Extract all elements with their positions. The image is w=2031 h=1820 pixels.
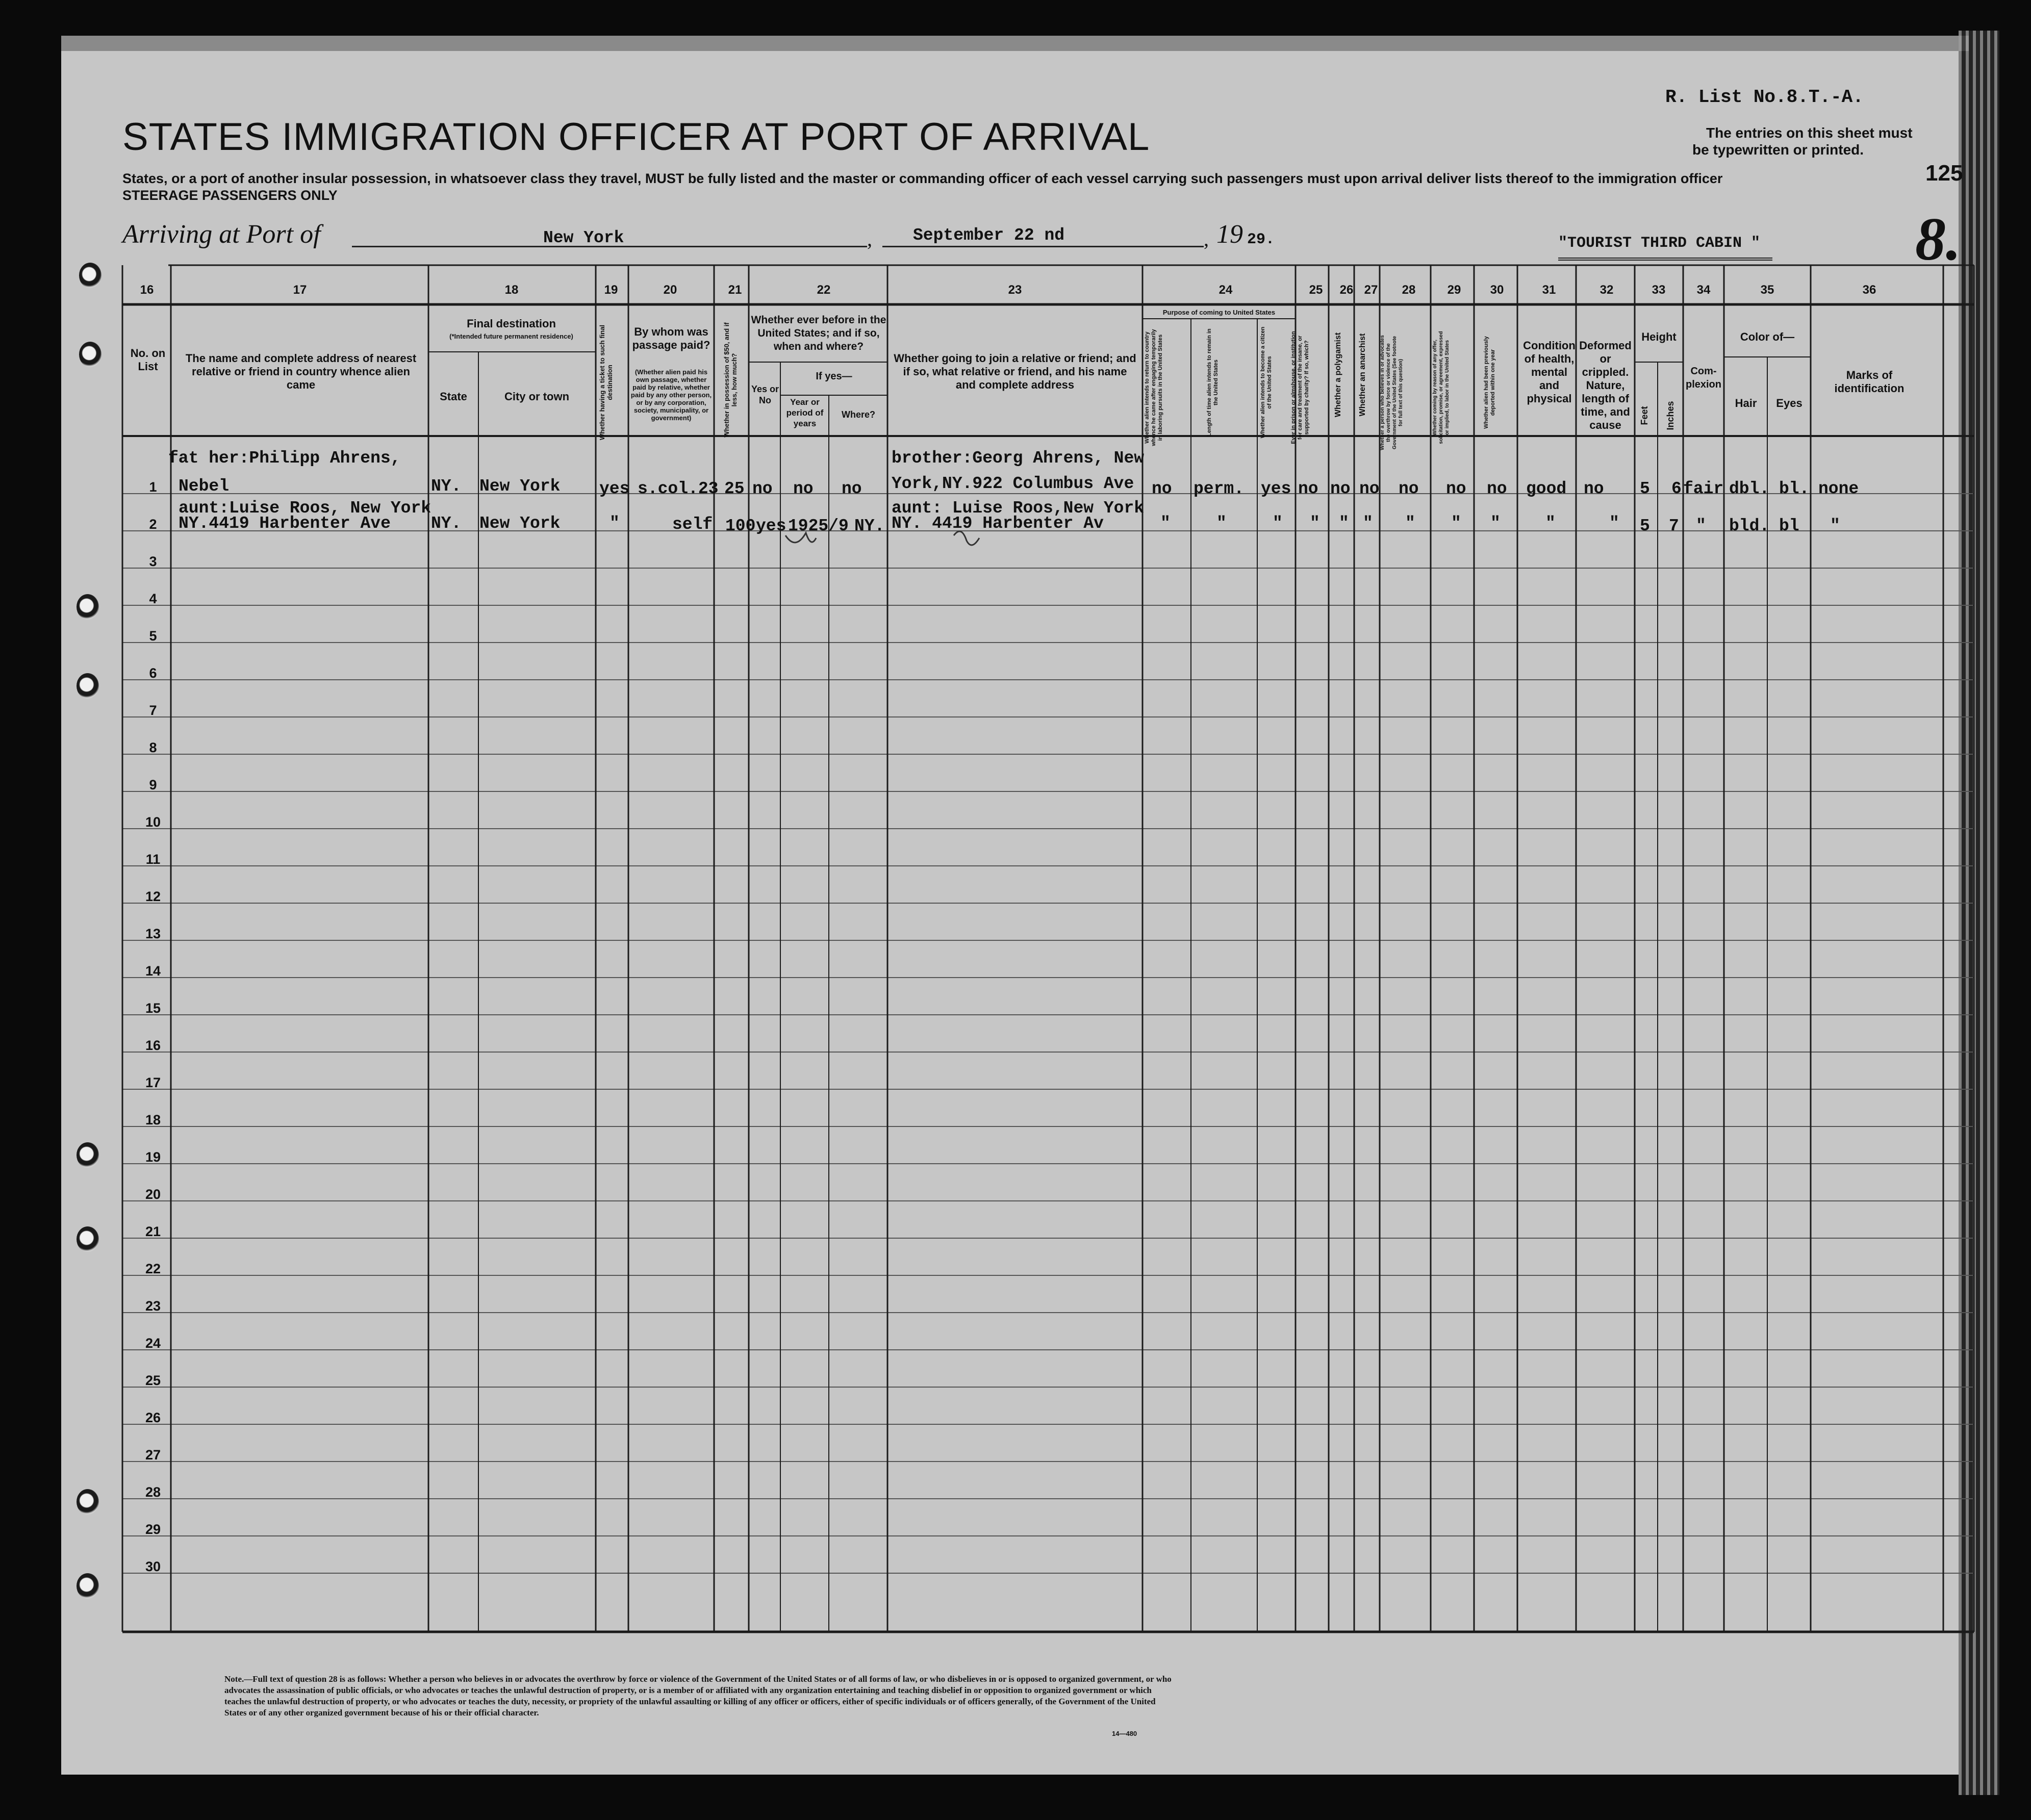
row-number: 14	[145, 963, 161, 979]
entry-marks: "	[1830, 517, 1840, 535]
row-number: 12	[145, 889, 161, 904]
header-q28: Whether a person who believes in or advocates the overthrow by force or violence of the Government of the United States (See footnote for full text of this question)	[1380, 335, 1404, 450]
header-inches: Inches	[1665, 401, 1675, 430]
date-underline	[882, 246, 1204, 247]
entry-before: yes	[756, 517, 786, 535]
header-purpose-return: Whether alien intends to return to country whence he came after engaging temporarily in laboring pursuits in the United States	[1144, 329, 1163, 446]
entry-polygamist: no	[1330, 479, 1351, 498]
entry-polygamist: "	[1339, 514, 1349, 533]
entry-hair: dbl.	[1729, 479, 1770, 498]
entry-eyes: bl.	[1779, 479, 1810, 498]
year-prefix: 19	[1216, 220, 1243, 249]
header-joining: Whether going to join a relative or friend; and if so, what relative or friend, and his name and complete address	[894, 352, 1136, 391]
header-state: State	[440, 390, 467, 403]
entry-anarchist: no	[1359, 479, 1380, 498]
entry-passage: self	[672, 515, 713, 534]
entry-prison: "	[1310, 514, 1320, 533]
entry-q28: no	[1399, 479, 1419, 498]
header-marks: Marks of identification	[1834, 369, 1905, 395]
entry-length: perm.	[1194, 479, 1245, 498]
header-relative-home: The name and complete address of nearest relative or friend in country whence alien came	[185, 352, 417, 391]
header-hair: Hair	[1735, 397, 1757, 409]
entry-relative: fat her:Philipp Ahrens,	[168, 449, 401, 468]
row-number: 26	[145, 1410, 161, 1425]
sheet-number: 8.	[1915, 205, 1961, 273]
entry-joining: NY. 4419 Harbenter Av	[892, 514, 1104, 533]
steerage-label: STEERAGE PASSENGERS ONLY	[122, 188, 338, 203]
entry-length: "	[1216, 514, 1227, 533]
entry-city: New York	[479, 477, 561, 496]
row-number: 7	[149, 703, 157, 718]
row-number: 21	[145, 1224, 161, 1239]
column-number: 20	[663, 283, 677, 297]
comma-separator: ,	[867, 227, 872, 250]
column-number: 21	[728, 283, 742, 297]
handwritten-scribble	[954, 531, 979, 545]
header-passage: By whom was passage paid?	[632, 325, 710, 351]
entry-before-year: no	[793, 479, 814, 498]
list-number: R. List No.8.T.-A.	[1665, 87, 1864, 108]
instruction-line: States, or a port of another insular possession, in whatsoever class they travel, MUST be fully listed and the master or commanding officer of each vessel carrying such passengers must upon arrival deliver lists thereof to the immigration officer	[122, 171, 1723, 186]
header-money: Whether in possession of $50, and if less, how much?	[723, 322, 738, 438]
header-deformed: Deformed or crippled. Nature, length of time, and cause	[1579, 339, 1632, 431]
entry-anarchist: "	[1363, 514, 1373, 533]
port-value: New York	[543, 228, 624, 247]
column-number: 33	[1652, 283, 1666, 297]
entry-eyes: bl	[1779, 517, 1799, 535]
row-number: 27	[145, 1447, 161, 1463]
header-eyes: Eyes	[1776, 397, 1802, 409]
entries-note-line2: be typewritten or printed.	[1692, 142, 1864, 158]
column-number: 30	[1490, 283, 1504, 297]
entry-return: "	[1160, 514, 1171, 533]
row-number: 9	[149, 777, 157, 792]
header-color-of: Color of—	[1740, 330, 1795, 343]
entry-ticket: "	[610, 514, 620, 533]
row-number: 24	[145, 1336, 161, 1351]
entry-relative: NY.4419 Harbenter Ave	[179, 514, 391, 533]
entry-before-where: no	[842, 479, 862, 498]
entry-deformed: no	[1584, 479, 1604, 498]
entry-health: "	[1545, 514, 1556, 533]
header-no-on-list: No. on List	[130, 347, 166, 373]
arrival-date: September 22 nd	[913, 226, 1065, 245]
entry-state: NY.	[431, 477, 462, 496]
header-ticket: Whether having a ticket to such final destination	[598, 324, 614, 441]
header-final-destination: Final destination	[467, 317, 556, 330]
column-number: 22	[817, 283, 831, 297]
entry-q29: no	[1446, 479, 1466, 498]
column-number: 29	[1447, 283, 1461, 297]
column-number: 34	[1696, 283, 1711, 297]
entry-prison: no	[1298, 479, 1318, 498]
entry-complexion: "	[1696, 517, 1706, 535]
entry-feet: 5	[1640, 517, 1650, 535]
entry-return: no	[1152, 479, 1172, 498]
entry-money: 100	[725, 517, 756, 535]
entry-relative: aunt:Luise Roos, New York	[179, 499, 431, 518]
row-number: 5	[149, 628, 157, 644]
entries-note-line1: The entries on this sheet must	[1706, 125, 1913, 141]
header-purpose-citizen: Whether alien intends to become a citizen of the United States	[1260, 326, 1273, 439]
row-number: 20	[145, 1187, 161, 1202]
entry-joining: York,NY.922 Columbus Ave	[892, 474, 1134, 493]
row-number: 17	[145, 1075, 161, 1090]
row-number: 1	[149, 479, 157, 495]
page-number: 125	[1925, 161, 1963, 186]
entry-relative: Nebel	[179, 477, 230, 496]
column-number: 24	[1218, 283, 1233, 297]
header-purpose-length: Length of time alien intends to remain in the United States	[1206, 328, 1219, 437]
entry-q30: no	[1487, 479, 1507, 498]
entry-q29: "	[1451, 514, 1461, 533]
column-number: 23	[1008, 283, 1022, 297]
column-number: 26	[1339, 283, 1354, 297]
entry-before-where: NY.	[854, 517, 885, 535]
header-feet: Feet	[1639, 406, 1649, 425]
column-number: 25	[1309, 283, 1323, 297]
form-code: 14—480	[1112, 1730, 1137, 1737]
entry-inches: 7	[1669, 517, 1679, 535]
row-number: 4	[149, 591, 157, 606]
row-number: 3	[149, 554, 157, 569]
year-suffix: 29.	[1247, 231, 1275, 248]
entry-inches: 6	[1671, 479, 1682, 498]
entry-citizen: yes	[1261, 479, 1291, 498]
header-q30: Whether alien had been previously deported within one year	[1483, 336, 1496, 429]
entry-before: no	[752, 479, 773, 498]
row-number: 29	[145, 1522, 161, 1537]
row-number: 8	[149, 740, 157, 755]
column-number: 18	[504, 283, 519, 297]
header-if-yes: If yes—	[816, 371, 852, 382]
header-before-us: Whether ever before in the United States; and if so, when and where?	[751, 314, 886, 352]
entry-q30: "	[1490, 514, 1501, 533]
row-number: 6	[149, 665, 157, 681]
row-number: 19	[145, 1149, 161, 1165]
header-city: City or town	[504, 390, 570, 403]
row-number: 23	[145, 1298, 161, 1314]
header-purpose: Purpose of coming to United States	[1162, 309, 1276, 316]
arriving-label: Arriving at Port of	[122, 220, 321, 249]
header-yes-no: Yes or No	[751, 384, 779, 405]
column-number: 19	[604, 283, 618, 297]
row-number: 2	[149, 517, 157, 532]
column-number: 36	[1862, 283, 1876, 297]
entry-joining: aunt: Luise Roos,New York	[892, 499, 1145, 518]
row-number: 10	[145, 814, 161, 830]
entry-feet: 5	[1640, 479, 1650, 498]
entry-city: New York	[479, 514, 561, 533]
column-number: 28	[1402, 283, 1416, 297]
cabin-underline	[1558, 258, 1772, 261]
header-polygamist: Whether a polygamist	[1334, 332, 1342, 418]
row-number: 18	[145, 1112, 161, 1127]
comma-separator: ,	[1204, 227, 1209, 250]
header-where: Where?	[841, 409, 875, 420]
header-anarchist: Whether an anarchist	[1358, 333, 1367, 417]
entry-q28: "	[1405, 514, 1415, 533]
row-number: 15	[145, 1001, 161, 1016]
entry-hair: bld.	[1729, 517, 1770, 535]
entry-citizen: "	[1273, 514, 1283, 533]
column-number: 31	[1542, 283, 1556, 297]
entry-joining: brother:Georg Ahrens, New	[892, 449, 1145, 468]
entry-passage: s.col.23	[638, 479, 719, 498]
entry-state: NY.	[431, 514, 462, 533]
header-height: Height	[1641, 330, 1677, 343]
entry-deformed: "	[1609, 514, 1619, 533]
header-passage-note: (Whether alien paid his own passage, whether paid by relative, whether paid by any other person, or by any corporation, society, municipality, or government)	[630, 368, 712, 422]
column-number: 16	[140, 283, 154, 297]
entry-marks: none	[1818, 479, 1859, 498]
row-number: 30	[145, 1559, 161, 1574]
entry-money: 25	[724, 479, 745, 498]
page-title: STATES IMMIGRATION OFFICER AT PORT OF ARRIVAL	[122, 115, 1150, 159]
header-final-destination-note: (*Intended future permanent residence)	[449, 332, 573, 340]
column-number: 27	[1364, 283, 1378, 297]
question-28-footnote: Note.—Full text of question 28 is as follows: Whether a person who believes in or advocates the overthrow by force or violence of the Government of the United States or of all forms of law, or who disbelieves in or is opposed to organized government, or who advocates the assassination of public officials, or who advocates or teaches the unlawful destruction of property, or is a member of or affiliated with any organization entertaining and teaching disbelief in or opposition to organized government or which teaches the unlawful destruction of property, or who advocates or teaches the duty, necessity, or propriety of the unlawful assaulting or killing of any officer or officers, either of specific individuals or of officers generally, of the Government of the United States or of any other organized government because of his or their official character.	[224, 1674, 1172, 1718]
row-number: 13	[145, 926, 161, 941]
row-number: 16	[145, 1038, 161, 1053]
column-number: 32	[1600, 283, 1614, 297]
entry-ticket: yes	[599, 479, 630, 498]
header-q29: Whether coming by reason of any offer, solicitation, promise, or agreement, expressed or implied, to labor in the United States	[1432, 331, 1450, 444]
header-year-period: Year or period of years	[786, 397, 824, 428]
row-number: 28	[145, 1484, 161, 1500]
entry-complexion: fair	[1683, 479, 1724, 498]
row-number: 22	[145, 1261, 161, 1276]
entry-health: good	[1526, 479, 1567, 498]
header-complexion: Com- plexion	[1685, 366, 1721, 390]
entry-before-year: 1925/9	[788, 517, 849, 535]
cabin-class: "TOURIST THIRD CABIN "	[1558, 235, 1761, 252]
row-number: 11	[145, 852, 161, 867]
header-prison: Ever in prison or almshouse, or institution for care and treatment of the insane, or supported by charity? If so, which?	[1290, 331, 1310, 444]
header-health: Condition of health, mental and physical	[1523, 339, 1576, 405]
column-number: 35	[1760, 283, 1774, 297]
column-number: 17	[293, 283, 307, 297]
row-number: 25	[145, 1373, 161, 1388]
